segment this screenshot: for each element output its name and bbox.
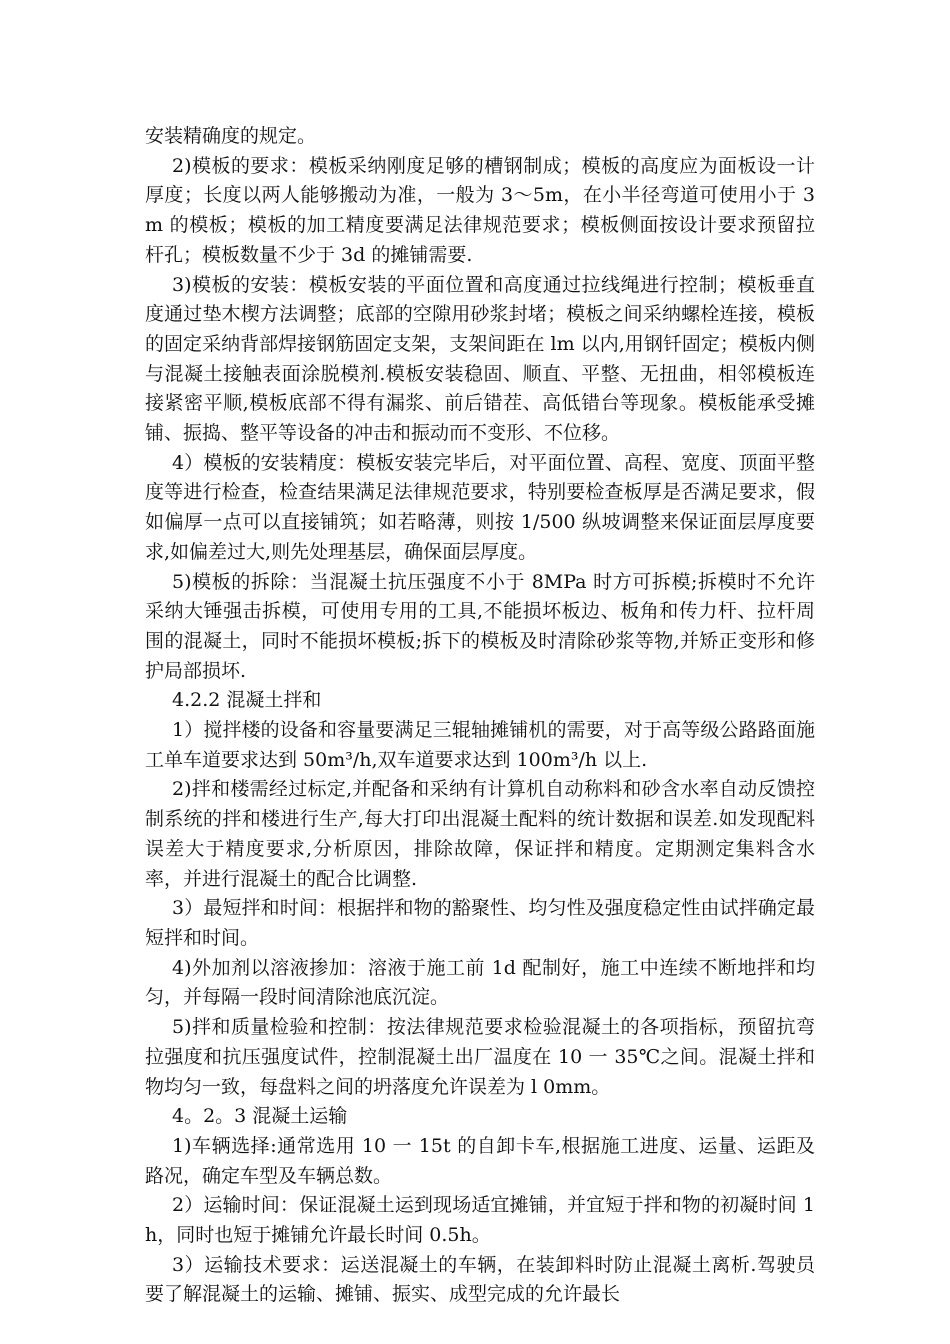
paragraph-mixing-plant-capacity: 1）搅拌楼的设备和容量要满足三辊轴摊铺机的需要，对于高等级公路路面施工单车道要求达到 50m³/h,双车道要求达到 100m³/h 以上. bbox=[145, 719, 815, 771]
paragraph-formwork-removal: 5)模板的拆除：当混凝土抗压强度不小于 8MPa 时方可拆模;拆模时不允许采纳大锤强击拆模，可使用专用的工具,不能损坏板边、板角和传力杆、拉杆周围的混凝土，同时不能损坏模板;拆下的模板及时清除砂浆等物,并矫正变形和修护局部损坏. bbox=[145, 570, 815, 682]
paragraph-quality-control: 5)拌和质量检验和控制：按法律规范要求检验混凝土的各项指标，预留抗弯拉强度和抗压强度试件，控制混凝土出厂温度在 10 一 35℃之间。混凝土拌和物均匀一致，每盘料之间的坍落度允许误差为 l 0mm。 bbox=[145, 1016, 815, 1098]
paragraph-vehicle-selection: 1)车辆选择:通常选用 10 一 15t 的自卸卡车,根据施工进度、运量、运距及路况，确定车型及车辆总数。 bbox=[145, 1134, 815, 1187]
paragraph-mixing-calibration: 2)拌和楼需经过标定,并配备和采纳有计算机自动称料和砂含水率自动反馈控制系统的拌和楼进行生产,每大打印出混凝土配料的统计数据和误差.如发现配料误差大于精度要求,分析原因，排除故障，保证拌和精度。定期测定集料含水率，并进行混凝土的配合比调整. bbox=[145, 778, 815, 890]
paragraph-transport-requirements: 3）运输技术要求：运送混凝土的车辆，在装卸料时防止混凝土离析.驾驶员要了解混凝土的运输、摊铺、振实、成型完成的允许最长 bbox=[145, 1253, 815, 1306]
document-body bbox=[145, 122, 815, 1310]
section-heading-transport: 4。2。3 混凝土运输 bbox=[172, 1105, 348, 1128]
section-heading-mixing: 4.2.2 混凝土拌和 bbox=[172, 689, 322, 712]
paragraph-formwork-requirements: 2)模板的要求：模板采纳刚度足够的槽钢制成；模板的高度应为面板设一计厚度；长度以两人能够搬动为准，一般为 3～5m，在小半径弯道可使用小于 3m 的模板；模板的加工精度要满足法律规范要求；模板侧面按设计要求预留拉杆孔；模板数量不少于 3d 的摊铺需要. bbox=[145, 154, 815, 266]
paragraph-continuation: 安装精确度的规定。 bbox=[145, 125, 317, 147]
paragraph-admixture: 4)外加剂以溶液掺加：溶液于施工前 1d 配制好，施工中连续不断地拌和均匀，并每隔一段时间清除池底沉淀。 bbox=[145, 956, 815, 1009]
paragraph-transport-time: 2）运输时间：保证混凝土运到现场适宜摊铺，并宜短于拌和物的初凝时间 1h，同时也短于摊铺允许最长时间 0.5h。 bbox=[145, 1194, 815, 1247]
paragraph-installation-precision: 4）模板的安装精度：模板安装完毕后，对平面位置、高程、宽度、顶面平整度等进行检查，检查结果满足法律规范要求，特别要检查板厚是否满足要求，假如偏厚一点可以直接铺筑；如若略薄，则按 1/500 纵坡调整来保证面层厚度要求,如偏差过大,则先处理基层，确保面层厚度。 bbox=[145, 451, 815, 563]
paragraph-formwork-installation: 3)模板的安装：模板安装的平面位置和高度通过拉线绳进行控制；模板垂直度通过垫木楔方法调整；底部的空隙用砂浆封堵；模板之间采纳螺栓连接，模板的固定采纳背部焊接钢筋固定支架，支架间距在 lm 以内,用钢钎固定；模板内侧与混凝土接触表面涂脱模剂.模板安装稳固、顺直、平整、无扭曲，相邻模板连接紧密平顺,模板底部不得有漏浆、前后错茬、高低错台等现象。模板能承受摊铺、振捣、整平等设备的冲击和振动而不变形、不位移。 bbox=[145, 273, 815, 445]
paragraph-minimum-mixing-time: 3）最短拌和时间：根据拌和物的豁聚性、均匀性及强度稳定性由试拌确定最短拌和时间。 bbox=[145, 897, 815, 949]
